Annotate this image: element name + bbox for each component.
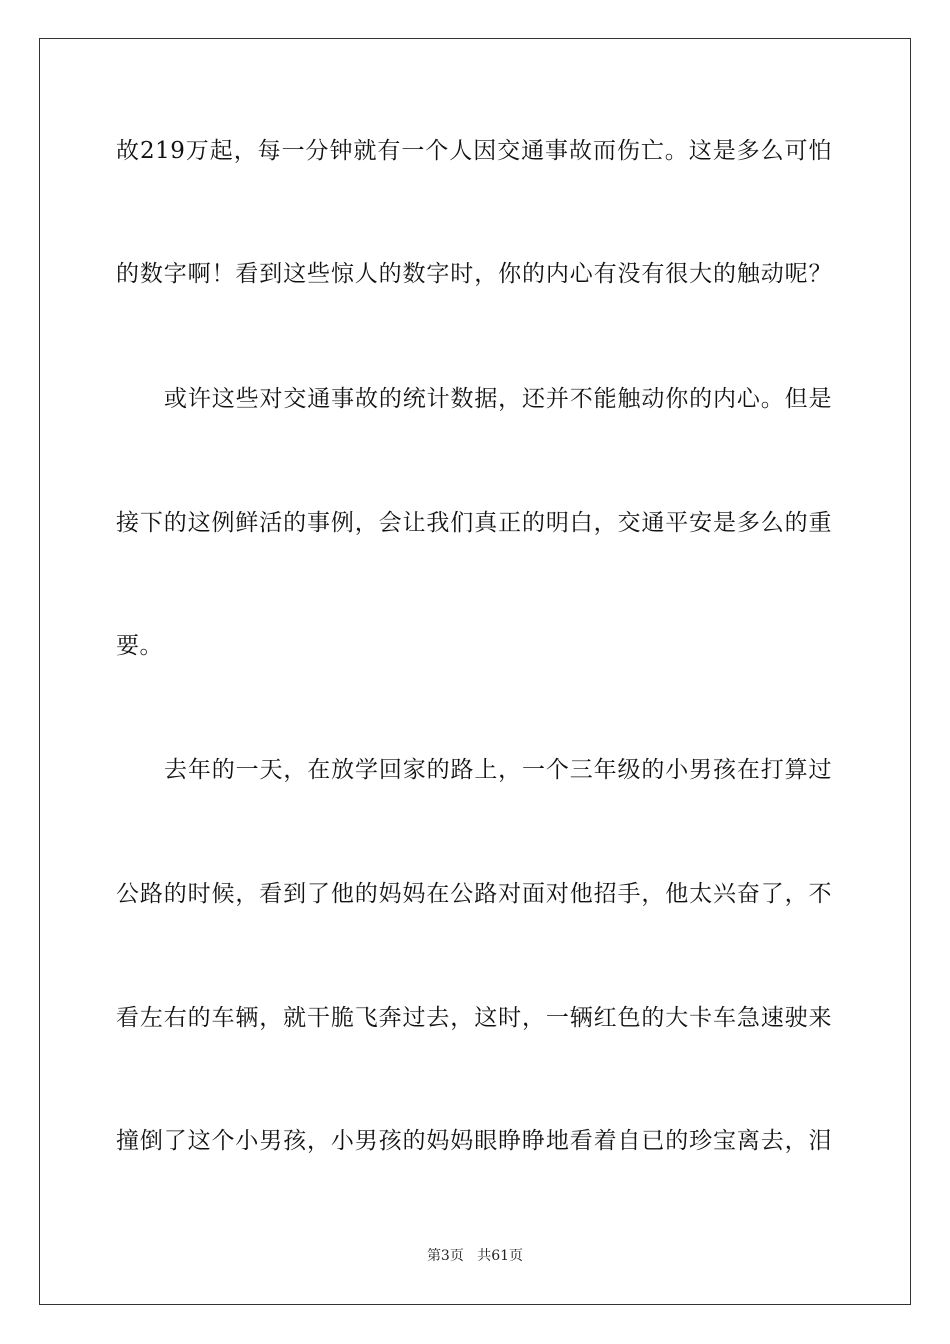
text-line-9: 撞倒了这个小男孩，小男孩的妈妈眼睁睁地看着自已的珍宝离去，泪 bbox=[116, 1128, 832, 1154]
text-line-4: 接下的这例鲜活的事例，会让我们真正的明白，交通平安是多么的重 bbox=[116, 510, 832, 536]
total-pages: 共61页 bbox=[477, 1248, 524, 1264]
page-footer bbox=[0, 1247, 950, 1265]
page-border bbox=[39, 38, 911, 1305]
paragraph-3-line-1: 去年的一天，在放学回家的路上，一个三年级的小男孩在打算过 bbox=[164, 757, 832, 783]
text-line-5: 要。 bbox=[116, 633, 163, 659]
page-number: 第3页 bbox=[426, 1248, 464, 1264]
text-line-8: 看左右的车辆，就干脆飞奔过去，这时，一辆红色的大卡车急速驶来 bbox=[116, 1005, 832, 1031]
paragraph-2-line-1: 或许这些对交通事故的统计数据，还并不能触动你的内心。但是 bbox=[164, 386, 832, 412]
text-line-7: 公路的时候，看到了他的妈妈在公路对面对他招手，他太兴奋了，不 bbox=[116, 881, 832, 907]
text-line-1: 故219万起，每一分钟就有一个人因交通事故而伤亡。这是多么可怕 bbox=[116, 138, 832, 164]
text-line-2: 的数字啊！看到这些惊人的数字时，你的内心有没有很大的触动呢？ bbox=[116, 261, 832, 287]
